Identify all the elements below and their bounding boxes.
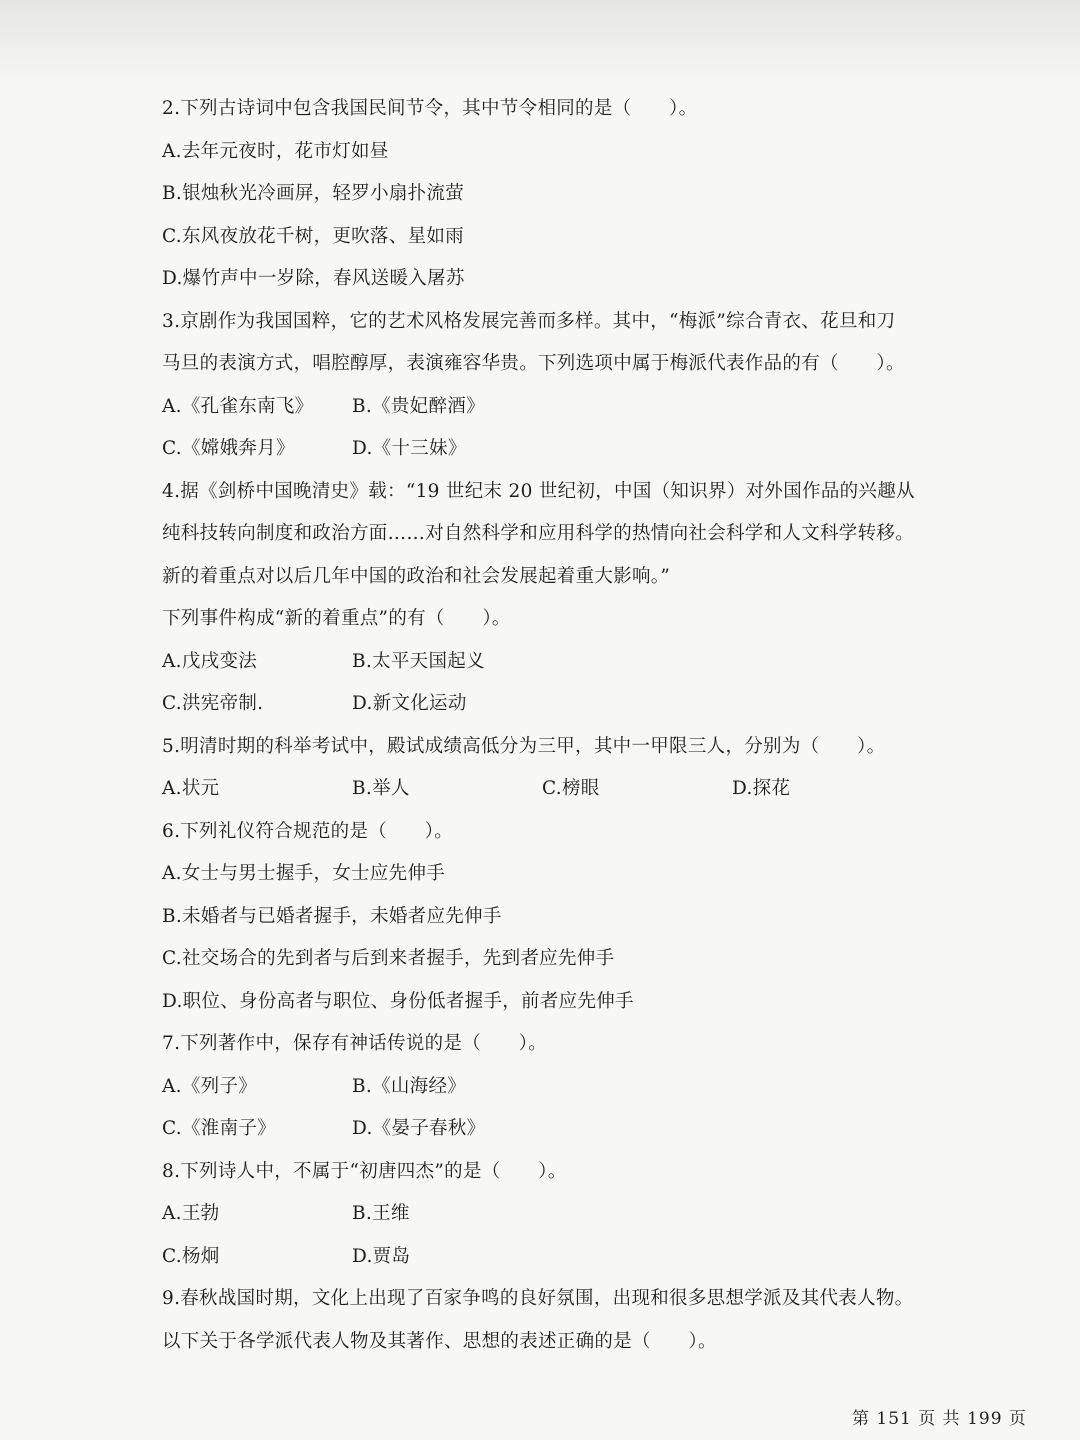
question-5-option-a: A.状元 bbox=[162, 778, 220, 799]
question-8-option-a: A.王勃 bbox=[162, 1203, 220, 1224]
question-7-stem: 7.下列著作中，保存有神话传说的是（ ）。 bbox=[162, 1033, 548, 1054]
question-8-option-d: D.贾岛 bbox=[352, 1245, 411, 1267]
question-9-stem-line-2: 以下关于各学派代表人物及其著作、思想的表述正确的是（ ）。 bbox=[162, 1330, 717, 1352]
question-5-option-d: D.探花 bbox=[732, 778, 791, 799]
question-2-option-b: B.银烛秋光冷画屏，轻罗小扇扑流萤 bbox=[162, 183, 465, 204]
question-9-stem-line-1: 9.春秋战国时期，文化上出现了百家争鸣的良好氛围，出现和很多思想学派及其代表人物。 bbox=[162, 1288, 914, 1309]
question-8-options-row-1 bbox=[162, 1193, 942, 1236]
question-3-options-row-1 bbox=[162, 386, 942, 429]
question-2-option-a: A.去年元夜时，花市灯如昼 bbox=[162, 140, 389, 162]
question-4-stem-line-3: 新的着重点对以后几年中国的政治和社会发展起着重大影响。” bbox=[162, 565, 671, 587]
question-4-stem-line-1: 4.据《剑桥中国晚清史》载：“19 世纪末 20 世纪初，中国（知识界）对外国作品的兴趣从 bbox=[162, 480, 915, 502]
question-2-option-c: C.东风夜放花千树，更吹落、星如雨 bbox=[162, 225, 464, 247]
question-4-options-row-2 bbox=[162, 683, 942, 726]
question-6-option-c: C.社交场合的先到者与后到来者握手，先到者应先伸手 bbox=[162, 948, 615, 969]
question-7-option-b: B.《山海经》 bbox=[352, 1075, 467, 1097]
question-8-option-b: B.王维 bbox=[352, 1203, 410, 1224]
question-8-stem: 8.下列诗人中，不属于“初唐四杰”的是（ ）。 bbox=[162, 1160, 567, 1182]
question-4-stem-line-4: 下列事件构成“新的着重点”的有（ ）。 bbox=[162, 608, 511, 629]
question-4-stem-line-2: 纯科技转向制度和政治方面……对自然科学和应用科学的热情向社会科学和人文科学转移。 bbox=[162, 523, 915, 544]
question-5-stem: 5.明清时期的科举考试中，殿试成绩高低分为三甲，其中一甲限三人，分别为（ ）。 bbox=[162, 735, 886, 757]
question-4-option-a: A.戊戌变法 bbox=[162, 650, 258, 672]
page-number: 第 151 页 共 199 页 bbox=[852, 1409, 1027, 1429]
question-6-option-d: D.职位、身份高者与职位、身份低者握手，前者应先伸手 bbox=[162, 990, 634, 1012]
document-page bbox=[162, 88, 942, 1363]
question-8-options-row-2 bbox=[162, 1236, 942, 1279]
question-2-option-d: D.爆竹声中一岁除，春风送暖入屠苏 bbox=[162, 268, 465, 289]
question-7-option-c: C.《淮南子》 bbox=[162, 1118, 276, 1139]
question-5-option-b: B.举人 bbox=[352, 778, 410, 799]
question-3-stem-line-1: 3.京剧作为我国国粹，它的艺术风格发展完善而多样。其中，“梅派”综合青衣、花旦和刀 bbox=[162, 310, 896, 332]
question-4-options-row-1 bbox=[162, 641, 942, 684]
question-3-stem-line-2: 马旦的表演方式，唱腔醇厚，表演雍容华贵。下列选项中属于梅派代表作品的有（ ）。 bbox=[162, 353, 905, 374]
question-4-option-d: D.新文化运动 bbox=[352, 693, 467, 714]
question-4-option-c: C.洪宪帝制. bbox=[162, 693, 264, 714]
question-2-stem: 2.下列古诗词中包含我国民间节令，其中节令相同的是（ ）。 bbox=[162, 98, 698, 119]
question-3-option-c: C.《嫦娥奔月》 bbox=[162, 438, 295, 459]
question-8-option-c: C.杨炯 bbox=[162, 1245, 220, 1267]
question-4-option-b: B.太平天国起义 bbox=[352, 650, 485, 672]
question-6-stem: 6.下列礼仪符合规范的是（ ）。 bbox=[162, 820, 454, 842]
question-3-option-a: A.《孔雀东南飞》 bbox=[162, 395, 314, 417]
question-7-options-row-2 bbox=[162, 1108, 942, 1151]
question-3-option-d: D.《十三妹》 bbox=[352, 438, 467, 459]
question-3-options-row-2 bbox=[162, 428, 942, 471]
top-shadow bbox=[0, 0, 1080, 90]
question-6-option-a: A.女士与男士握手，女士应先伸手 bbox=[162, 863, 446, 884]
question-6-option-b: B.未婚者与已婚者握手，未婚者应先伸手 bbox=[162, 905, 502, 927]
question-5-options-row bbox=[162, 768, 942, 811]
question-7-option-d: D.《晏子春秋》 bbox=[352, 1118, 486, 1139]
question-7-options-row-1 bbox=[162, 1066, 942, 1109]
question-3-option-b: B.《贵妃醉酒》 bbox=[352, 395, 485, 417]
question-7-option-a: A.《列子》 bbox=[162, 1075, 258, 1097]
question-5-option-c: C.榜眼 bbox=[542, 778, 600, 799]
